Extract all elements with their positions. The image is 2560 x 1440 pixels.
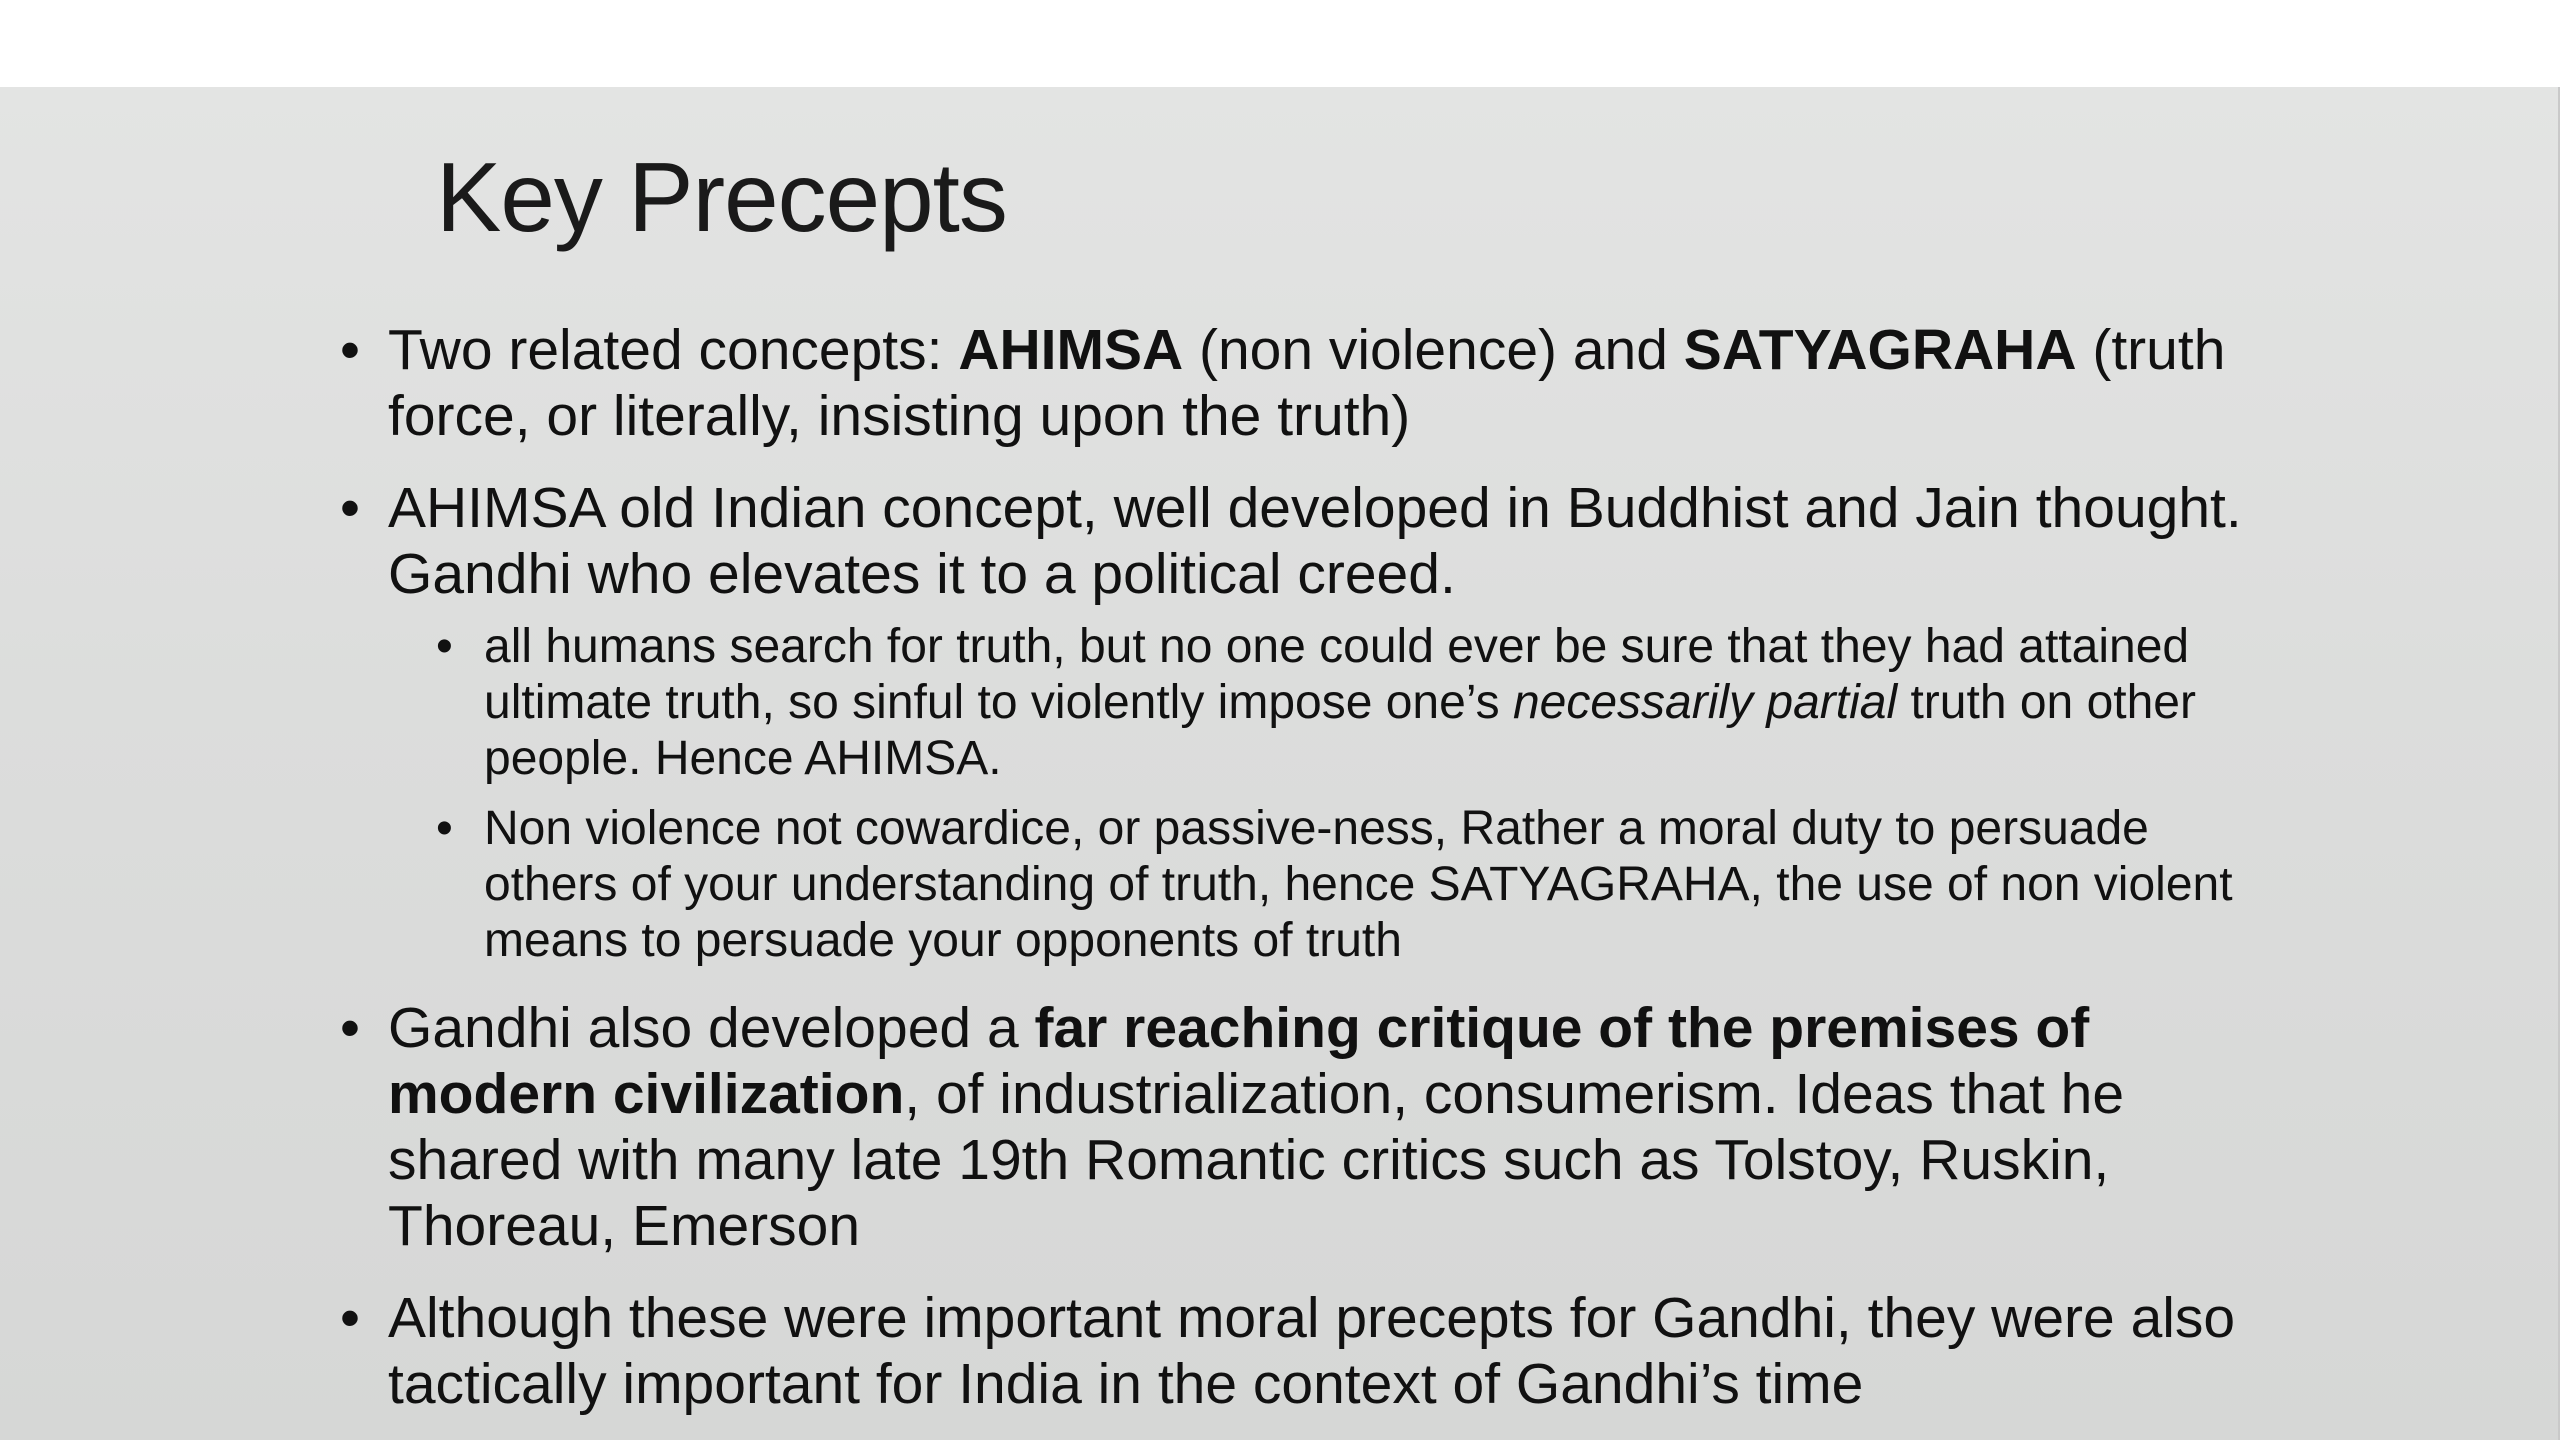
bullet-text: , of industrialization, consumerism. Ideas that he shared with many late 19th Romantic critics such as Tolstoy, Ruskin, Thoreau, Emerson bbox=[388, 1062, 2125, 1258]
bullet-marker: • bbox=[340, 996, 360, 1060]
bullet-text: (truth force, or literally, insisting upon the truth) bbox=[388, 318, 2226, 448]
sub-bullet-item-1 bbox=[330, 619, 2280, 787]
sub-bullet-text: truth on other people. Hence AHIMSA. bbox=[484, 676, 2196, 785]
bullet-text: (non violence) and bbox=[1183, 318, 1684, 382]
bullet-marker: • bbox=[340, 318, 360, 382]
slide-background bbox=[0, 87, 2560, 1440]
sub-bullet-text: Non violence not cowardice, or passive-ness, Rather a moral duty to persuade others of your understanding of truth, hence SATYAGRAHA, the use of non violent means to persuade your opponents of truth bbox=[484, 802, 2233, 967]
bullet-marker: • bbox=[340, 476, 360, 540]
bullet-text: Gandhi also developed a bbox=[388, 996, 1035, 1060]
bullet-text: Although these were important moral precepts for Gandhi, they were also tactically important for India in the context of Gandhi’s time bbox=[388, 1286, 2236, 1416]
bullet-text: Two related concepts: bbox=[388, 318, 959, 382]
bullet-item-2 bbox=[330, 475, 2280, 607]
sub-bullet-italic: necessarily partial bbox=[1512, 676, 1898, 729]
bullet-item-3 bbox=[330, 995, 2280, 1259]
bullet-item-1 bbox=[330, 317, 2280, 449]
sub-bullet-list bbox=[330, 619, 2280, 969]
bullet-item-4 bbox=[330, 1285, 2280, 1417]
bullet-text: AHIMSA old Indian concept, well developed in Buddhist and Jain thought. Gandhi who elevates it to a political creed. bbox=[388, 476, 2242, 606]
sub-bullet-marker: • bbox=[436, 620, 453, 673]
sub-bullet-item-2 bbox=[330, 801, 2280, 969]
bullet-bold-term: AHIMSA bbox=[958, 318, 1184, 382]
sub-bullet-text: all humans search for truth, but no one could ever be sure that they had attained ultimate truth, so sinful to violently impose one’s bbox=[484, 620, 2190, 729]
bullet-bold-phrase: far reaching critique of the premises of modern civilization bbox=[388, 996, 2090, 1126]
bullet-list bbox=[330, 317, 2280, 1440]
bullet-marker: • bbox=[340, 1286, 360, 1350]
sub-bullet-marker: • bbox=[436, 802, 453, 855]
bullet-bold-term: SATYAGRAHA bbox=[1683, 318, 2077, 382]
slide-title: Key Precepts bbox=[436, 142, 1007, 252]
